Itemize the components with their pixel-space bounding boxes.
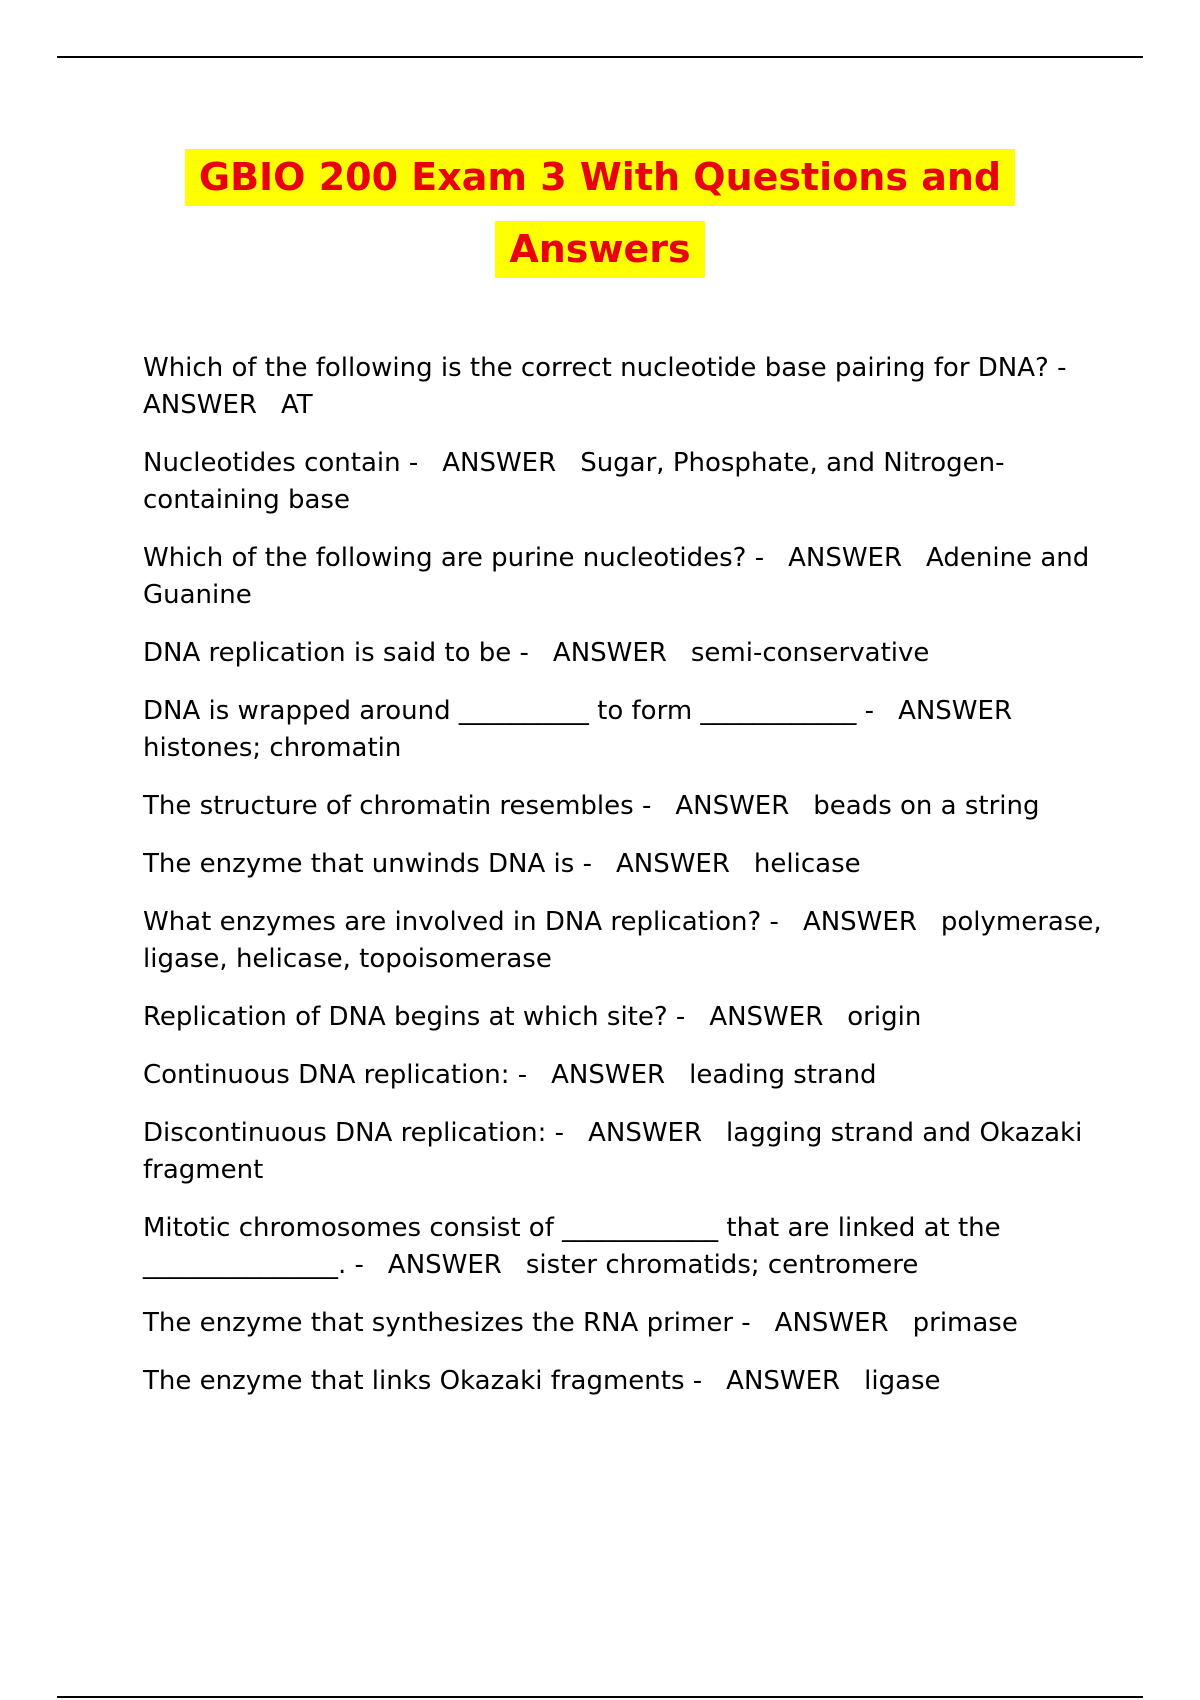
answer-text: polymerase, ligase, helicase, topoisomerase [143,907,1102,974]
qa-list [143,350,1103,1421]
qa-item [143,350,1103,424]
answer-text: beads on a string [813,791,1040,821]
answer-text: helicase [753,849,861,879]
question-text: Nucleotides contain - [143,448,419,478]
question-text: Replication of DNA begins at which site? - [143,1002,686,1032]
title-line-1: GBIO 200 Exam 3 With Questions and [185,149,1015,206]
question-text: Which of the following are purine nucleotides? - [143,543,765,573]
answer-text: primase [912,1308,1018,1338]
qa-item [143,846,1103,883]
question-text: Continuous DNA replication: - [143,1060,528,1090]
answer-tag: ANSWER [588,1118,703,1148]
question-text: The enzyme that links Okazaki fragments - [143,1366,703,1396]
answer-tag: ANSWER [615,849,730,879]
qa-item [143,693,1103,767]
document-title [0,144,1200,288]
qa-item [143,1363,1103,1400]
answer-text: histones; chromatin [143,733,402,763]
answer-tag: ANSWER [143,390,257,420]
question-text: The enzyme that synthesizes the RNA primer - [143,1308,751,1338]
question-text: Discontinuous DNA replication: - [143,1118,565,1148]
question-text: DNA is wrapped around __________ to form ____________ - [143,696,875,726]
answer-text: leading strand [689,1060,877,1090]
qa-item [143,999,1103,1036]
question-text: What enzymes are involved in DNA replication? - [143,907,779,937]
qa-item [143,1305,1103,1342]
question-text: DNA replication is said to be - [143,638,529,668]
qa-item [143,635,1103,672]
question-text: Mitotic chromosomes consist of ____________ that are linked at the _______________. - [143,1213,1001,1280]
top-rule [57,56,1143,58]
answer-text: semi-conservative [690,638,930,668]
answer-text: Adenine and Guanine [143,543,1090,610]
answer-tag: ANSWER [709,1002,824,1032]
bottom-rule [57,1696,1143,1698]
question-text: The enzyme that unwinds DNA is - [143,849,592,879]
question-text: Which of the following is the correct nucleotide base pairing for DNA? - [143,353,1067,383]
answer-text: ligase [864,1366,941,1396]
qa-item [143,1057,1103,1094]
answer-tag: ANSWER [788,543,903,573]
answer-tag: ANSWER [551,1060,666,1090]
answer-tag: ANSWER [675,791,790,821]
answer-text: AT [280,390,313,420]
answer-tag: ANSWER [442,448,557,478]
qa-item [143,904,1103,978]
answer-tag: ANSWER [387,1250,502,1280]
qa-item [143,1115,1103,1189]
answer-tag: ANSWER [726,1366,841,1396]
answer-text: Sugar, Phosphate, and Nitrogen-containing base [143,448,1005,515]
answer-text: origin [847,1002,922,1032]
answer-tag: ANSWER [802,907,917,937]
answer-tag: ANSWER [898,696,1013,726]
qa-item [143,1210,1103,1284]
qa-item [143,445,1103,519]
qa-item [143,540,1103,614]
title-line-2: Answers [495,221,704,278]
question-text: The structure of chromatin resembles - [143,791,652,821]
answer-text: lagging strand and Okazaki fragment [143,1118,1083,1185]
answer-tag: ANSWER [774,1308,889,1338]
answer-tag: ANSWER [552,638,667,668]
answer-text: sister chromatids; centromere [525,1250,919,1280]
qa-item [143,788,1103,825]
